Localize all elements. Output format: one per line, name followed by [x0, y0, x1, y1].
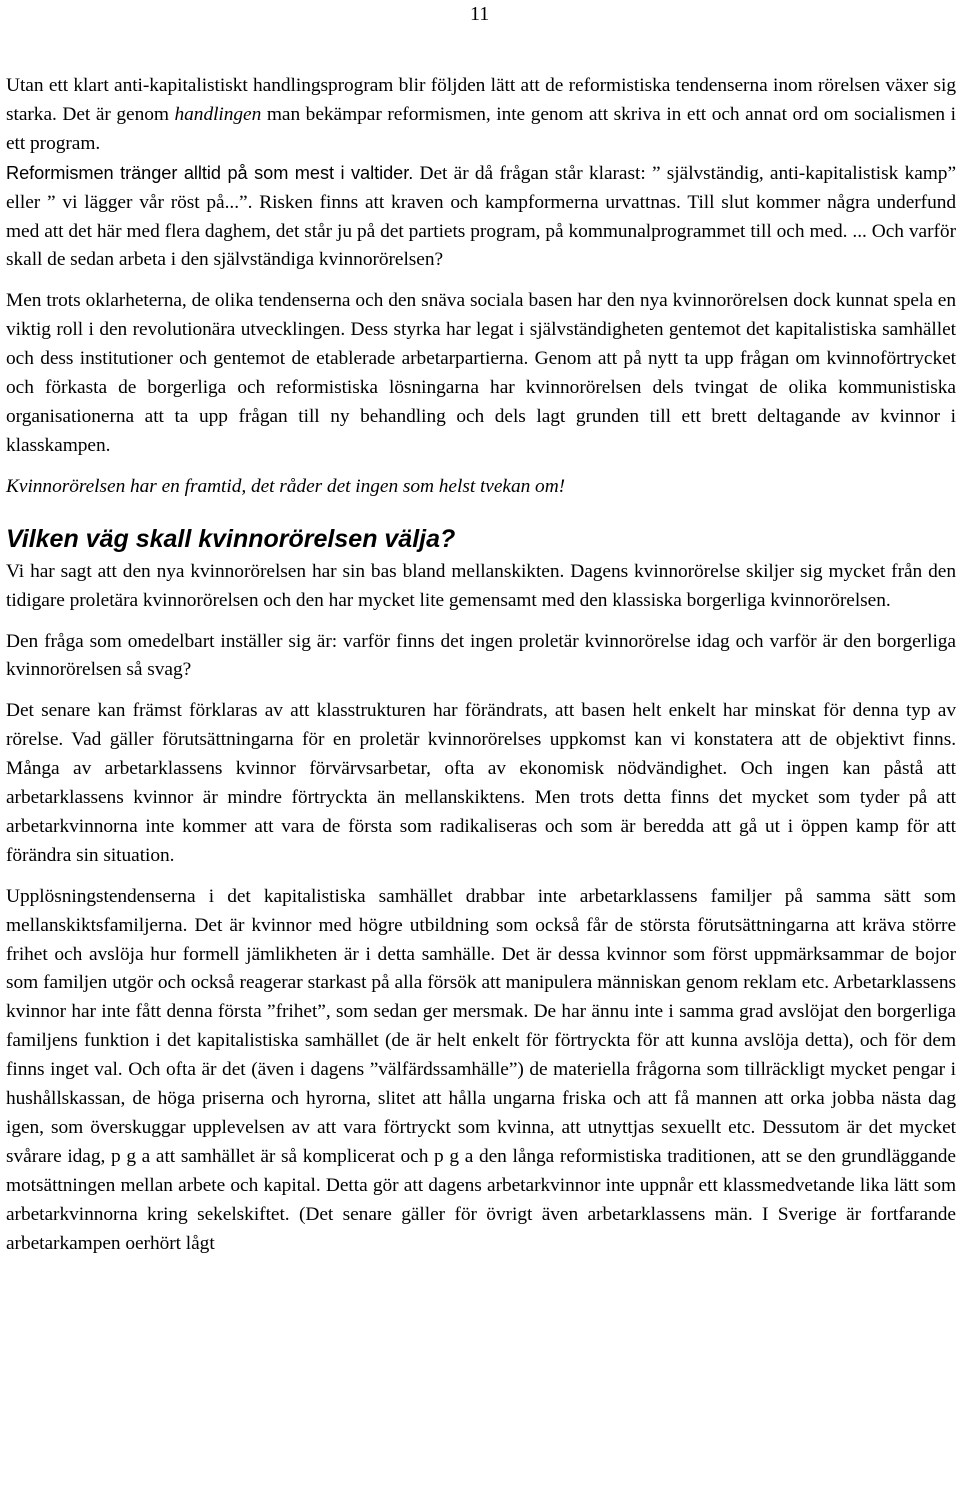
paragraph: Men trots oklarheterna, de olika tendenserna och den snäva sociala basen har den nya kvinnorörelsen dock kunnat spela en viktig roll i den revolutionära utvecklingen. Dess styrka har legat i självständigheten gentemot det kapitalistiska samhället och dess institutioner och gentemot de etablerade arbetarpartierna. Genom att på nytt ta upp frågan om kvinnoförtrycket och förkasta de borgerliga och reformistiska lösningarna har kvinnorörelsen dels tvingat de olika kommunistiska organisationerna att ta upp frågan till ny behandling och dels lagt grunden till ett brett deltagande av kvinnor i klasskampen.: [6, 290, 956, 456]
intro-text-2: Reformismen tränger alltid på som mest i valtider.: [6, 162, 414, 183]
page-number: 11: [470, 3, 490, 25]
intro-paragraph: [6, 72, 956, 275]
intro-emphasis: handlingen: [174, 103, 262, 125]
paragraph: Det senare kan främst förklaras av att klasstrukturen har förändrats, att basen helt enkelt har minskat för denna typ av rörelse. Vad gäller förutsättningarna för en proletär kvinnorörelses uppkomst kan vi konstatera att de objektivt finns. Många av arbetarklassens kvinnor förvärvsarbetar, ofta av ekonomisk nödvändighet. Och ingen kan påstå att arbetarklassens kvinnor är mindre förtryckta än mellanskiktens. Men trots detta finns det mycket som tyder på att arbetarkvinnorna inte kommer att vara de första som radikaliseras och som är beredda att gå ut i öppen kamp för att förändra sin situation.: [6, 700, 956, 866]
intro-text-3: Det är då frågan står klarast: ” självständig, anti-kapitalistisk kamp” eller ” vi lägger vår röst på...”. Risken finns att kraven och kampformerna urvattnas.: [6, 162, 956, 213]
section-heading: Vilken väg skall kvinnorörelsen välja?: [6, 524, 456, 553]
page-content: [6, 72, 956, 1271]
intro-text-1: Utan ett klart anti-kapitalistiskt handlingsprogram blir följden lätt att de reformistiska tendenserna inom rörelsen växer sig starka. Det är genom: [6, 75, 956, 125]
paragraph: Upplösningstendenserna i det kapitalistiska samhället drabbar inte arbetarklassens familjer på samma sätt som mellanskiktsfamiljerna. Det är kvinnor med högre utbildning som också får de största förutsättningarna att kräva större frihet och avslöja hur formell jämlikheten är i detta samhälle. Det är dessa kvinnor som först uppmärksammar de bojor som familjen utgör och också reagerar starkast på alla försök att manipulera människan genom reklam etc. Arbetarklassens kvinnor har inte fått denna första ”frihet”, som sedan ger mersmak. De har ännu inte i samma grad avslöjat den borgerliga familjens funktion i det kapitalistiska samhället (de är helt enkelt för förtryckta för att kunna avslöja detta), och för dem finns inget val. Och ofta är det (även i dagens ”välfärdssamhälle”) de materiella frågorna som tillräckligt mycket pengar i hushållskassan, de höga priserna och hyrorna, slitet att hålla ungarna friska och att få mannen att orka jobba nästa dag igen, som överskuggar upplevelsen av att vara förtryckt som kvinna, att utnyttjas sexuellt etc. Dessutom är det mycket svårare idag, p g a att samhället är så komplicerat och p g a den långa reformistiska traditionen, att se den grundläggande motsättningen mellan arbete och kapital. Detta gör att dagens arbetarkvinnor inte uppnår ett klassmedvetande lika lätt som arbetarkvinnorna kring sekelskiftet. (Det senare gäller för övrigt även arbetarklassens män. I Sverige är fortfarande arbetarkampen oerhört lågt: [6, 885, 956, 1254]
intro-text-1-end: man bekämpar reformismen, inte genom att skriva in ett och annat ord om socialismen i ett program.: [6, 103, 956, 154]
closing-statement: Kvinnorörelsen har en framtid, det råder det ingen som helst tvekan om!: [6, 475, 566, 497]
paragraph: Den fråga som omedelbart inställer sig är: varför finns det ingen proletär kvinnorörelse idag och varför är den borgerliga kvinnorörelsen så svag?: [6, 630, 956, 681]
intro-text-4: Till slut kommer några underfund med att det här med flera daghem, det står ju på det partiets program, på kommunalprogrammet till och med. ... Och varför skall de sedan arbeta i den självständiga kvinnorörelsen?: [6, 191, 957, 271]
paragraph: Vi har sagt att den nya kvinnorörelsen har sin bas bland mellanskikten. Dagens kvinnorörelse skiljer sig mycket från den tidigare proletära kvinnorörelsen och den har mycket lite gemensamt med den klassiska borgerliga kvinnorörelsen.: [6, 560, 956, 611]
